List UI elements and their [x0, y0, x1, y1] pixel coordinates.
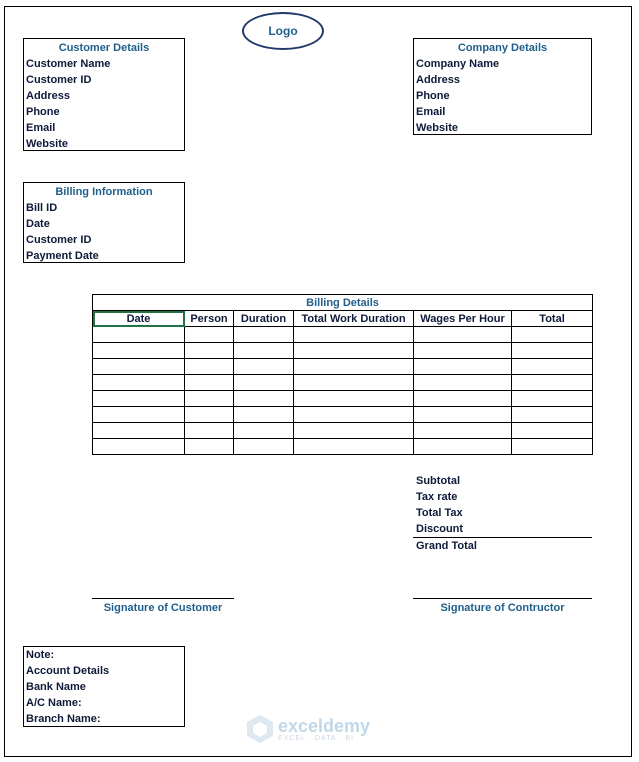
customer-phone-label[interactable]: Phone — [26, 106, 60, 118]
table-cell[interactable] — [234, 359, 294, 375]
table-cell[interactable] — [414, 359, 512, 375]
table-cell[interactable] — [185, 327, 234, 343]
table-cell[interactable] — [294, 391, 414, 407]
table-cell[interactable] — [93, 423, 185, 439]
table-header-row — [93, 311, 593, 327]
ac-name-label[interactable]: A/C Name: — [26, 697, 82, 709]
branch-name-label[interactable]: Branch Name: — [26, 713, 101, 725]
customer-address-label[interactable]: Address — [26, 90, 71, 102]
tax-rate-label[interactable]: Tax rate — [416, 491, 458, 503]
table-cell[interactable] — [234, 423, 294, 439]
table-cell[interactable] — [414, 375, 512, 391]
table-cell[interactable] — [294, 423, 414, 439]
bank-name-label[interactable]: Bank Name — [26, 681, 86, 693]
billing-details-title: Billing Details — [93, 295, 593, 311]
table-cell[interactable] — [93, 359, 185, 375]
table-cell[interactable] — [294, 359, 414, 375]
billing-customer-id-label[interactable]: Customer ID — [26, 234, 92, 246]
company-name-label[interactable]: Company Name — [416, 58, 500, 70]
subtotal-label[interactable]: Subtotal — [416, 475, 460, 487]
table-cell[interactable] — [512, 343, 593, 359]
customer-signature-line — [92, 598, 234, 599]
payment-date-label[interactable]: Payment Date — [26, 250, 99, 262]
table-row — [93, 343, 593, 359]
table-cell[interactable] — [185, 423, 234, 439]
table-cell[interactable] — [234, 375, 294, 391]
table-cell[interactable] — [93, 343, 185, 359]
table-cell[interactable] — [294, 407, 414, 423]
table-row — [93, 375, 593, 391]
table-cell[interactable] — [234, 439, 294, 455]
table-cell[interactable] — [512, 375, 593, 391]
table-cell[interactable] — [234, 327, 294, 343]
customer-email-label[interactable]: Email — [26, 122, 56, 134]
table-row — [93, 327, 593, 343]
company-email-label[interactable]: Email — [416, 106, 446, 118]
exceldemy-watermark — [246, 714, 370, 744]
column-header-total-work-duration[interactable]: Total Work Duration — [294, 311, 414, 327]
table-cell[interactable] — [93, 407, 185, 423]
table-cell[interactable] — [185, 375, 234, 391]
table-row — [93, 407, 593, 423]
customer-signature-label: Signature of Customer — [103, 602, 223, 614]
table-cell[interactable] — [294, 375, 414, 391]
table-cell[interactable] — [93, 391, 185, 407]
customer-id-label[interactable]: Customer ID — [26, 74, 92, 86]
table-cell[interactable] — [414, 439, 512, 455]
column-header-wages-per-hour[interactable]: Wages Per Hour — [414, 311, 512, 327]
discount-label[interactable]: Discount — [416, 523, 464, 535]
table-cell[interactable] — [185, 343, 234, 359]
company-phone-label[interactable]: Phone — [416, 90, 450, 102]
table-cell[interactable] — [93, 439, 185, 455]
table-cell[interactable] — [512, 423, 593, 439]
table-cell[interactable] — [294, 439, 414, 455]
column-header-duration[interactable]: Duration — [234, 311, 294, 327]
company-address-label[interactable]: Address — [416, 74, 461, 86]
contractor-signature-label: Signature of Contructor — [440, 602, 565, 614]
table-cell[interactable] — [234, 391, 294, 407]
table-row — [93, 423, 593, 439]
watermark-brand: exceldemy — [278, 715, 371, 736]
table-row — [93, 359, 593, 375]
watermark-tagline: EXCEL · DATA · BI — [278, 734, 354, 742]
company-details-title: Company Details — [457, 42, 548, 54]
billing-information-box — [23, 182, 185, 263]
table-cell[interactable] — [294, 327, 414, 343]
column-header-total[interactable]: Total — [512, 311, 593, 327]
summary-block — [413, 473, 592, 554]
table-cell[interactable] — [512, 391, 593, 407]
table-cell[interactable] — [414, 343, 512, 359]
table-cell[interactable] — [294, 343, 414, 359]
billing-information-title: Billing Information — [55, 186, 153, 198]
total-tax-label[interactable]: Total Tax — [416, 507, 463, 519]
company-website-label[interactable]: Website — [416, 122, 458, 134]
table-cell[interactable] — [185, 359, 234, 375]
company-details-box — [413, 38, 592, 135]
table-cell[interactable] — [93, 375, 185, 391]
customer-website-label[interactable]: Website — [26, 138, 68, 150]
grand-total-label[interactable]: Grand Total — [413, 537, 592, 554]
customer-name-label[interactable]: Customer Name — [26, 58, 111, 70]
notes-box — [23, 646, 185, 727]
table-cell[interactable] — [512, 327, 593, 343]
table-cell[interactable] — [512, 439, 593, 455]
table-cell[interactable] — [93, 327, 185, 343]
note-label[interactable]: Note: — [26, 649, 55, 661]
table-cell[interactable] — [512, 407, 593, 423]
customer-details-box — [23, 38, 185, 151]
table-cell[interactable] — [234, 407, 294, 423]
table-row — [93, 391, 593, 407]
bill-id-label[interactable]: Bill ID — [26, 202, 58, 214]
table-cell[interactable] — [414, 327, 512, 343]
bill-date-label[interactable]: Date — [26, 218, 50, 230]
table-cell[interactable] — [512, 359, 593, 375]
column-header-date[interactable]: Date — [93, 311, 185, 327]
account-details-label[interactable]: Account Details — [26, 665, 110, 677]
customer-details-title: Customer Details — [58, 42, 150, 54]
table-cell[interactable] — [234, 343, 294, 359]
table-cell[interactable] — [185, 439, 234, 455]
table-cell[interactable] — [185, 407, 234, 423]
table-cell[interactable] — [414, 391, 512, 407]
table-cell[interactable] — [185, 391, 234, 407]
table-cell[interactable] — [414, 407, 512, 423]
column-header-person[interactable]: Person — [185, 311, 234, 327]
billing-details-table — [92, 294, 593, 455]
exceldemy-logo-icon — [246, 714, 274, 744]
contractor-signature-line — [413, 598, 592, 599]
logo-placeholder: Logo — [242, 12, 324, 50]
table-row — [93, 439, 593, 455]
table-cell[interactable] — [414, 423, 512, 439]
